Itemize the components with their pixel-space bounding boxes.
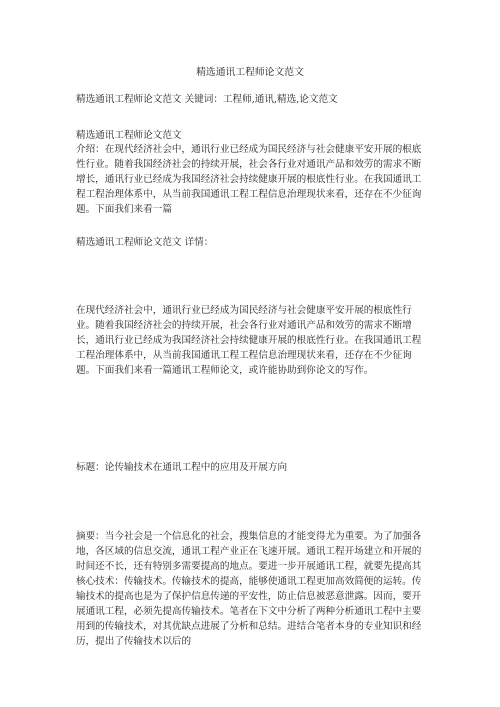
abstract-paragraph: 摘要：当今社会是一个信息化的社会，搜集信息的才能变得尤为重要。为了加强各地，各区域的信息交流，通讯工程产业正在飞速开展。通讯工程开场建立和开展的时间还不长，还有特别多需要提高的地点。要进一步开展通讯工程，就要先提高其核心技术：传输技术。传输技术的提高，能够使通讯工程更加高效简便的运转。传输技术的提高也是为了保护信息传递的平安性，防止信息被恶意泄露。因而，要开展通讯工程，必须先提高传输技术。笔者在下文中分析了两种分析通讯工程中主要用到的传输技术，对其优缺点进展了分析和总结。进结合笔者本身的专业知识和经历，提出了传输技术以后的 [76, 531, 422, 647]
document-title: 精选通讯工程师论文范文 [196, 67, 304, 78]
keywords-line: 精选通讯工程师论文范文 关键词：工程师,通讯,精选,论文范文 [76, 94, 338, 105]
intro-paragraph: 介绍：在现代经济社会中，通讯行业已经成为国民经济与社会健康平安开展的根底性行业。随着我国经济社会的持续开展，社会各行业对通讯产品和效劳的需求不断增长，通讯行业已经成为我国经济社会持续健康开展的根底性行业。在我国通讯工程工程治理体系中，从当前我国通讯工程工程信息治理现状来看，还存在不少征询题。下面我们来看一篇 [76, 144, 422, 215]
section-heading: 精选通讯工程师论文范文 [76, 130, 182, 141]
details-label: 精选通讯工程师论文范文 详情： [76, 237, 214, 248]
body-paragraph: 在现代经济社会中，通讯行业已经成为国民经济与社会健康平安开展的根底性行业。随着我国经济社会的持续开展，社会各行业对通讯产品和效劳的需求不断增长，通讯行业已经成为我国经济社会持续健康开展的根底性行业。在我国通讯工程工程治理体系中，从当前我国通讯工程工程信息治理现状来看，还存在不少征询题。下面我们来看一篇通讯工程师论文，或许能协助到你论文的写作。 [76, 305, 422, 376]
topic-title: 标题：论传输技术在通讯工程中的应用及开展方向 [76, 462, 288, 473]
